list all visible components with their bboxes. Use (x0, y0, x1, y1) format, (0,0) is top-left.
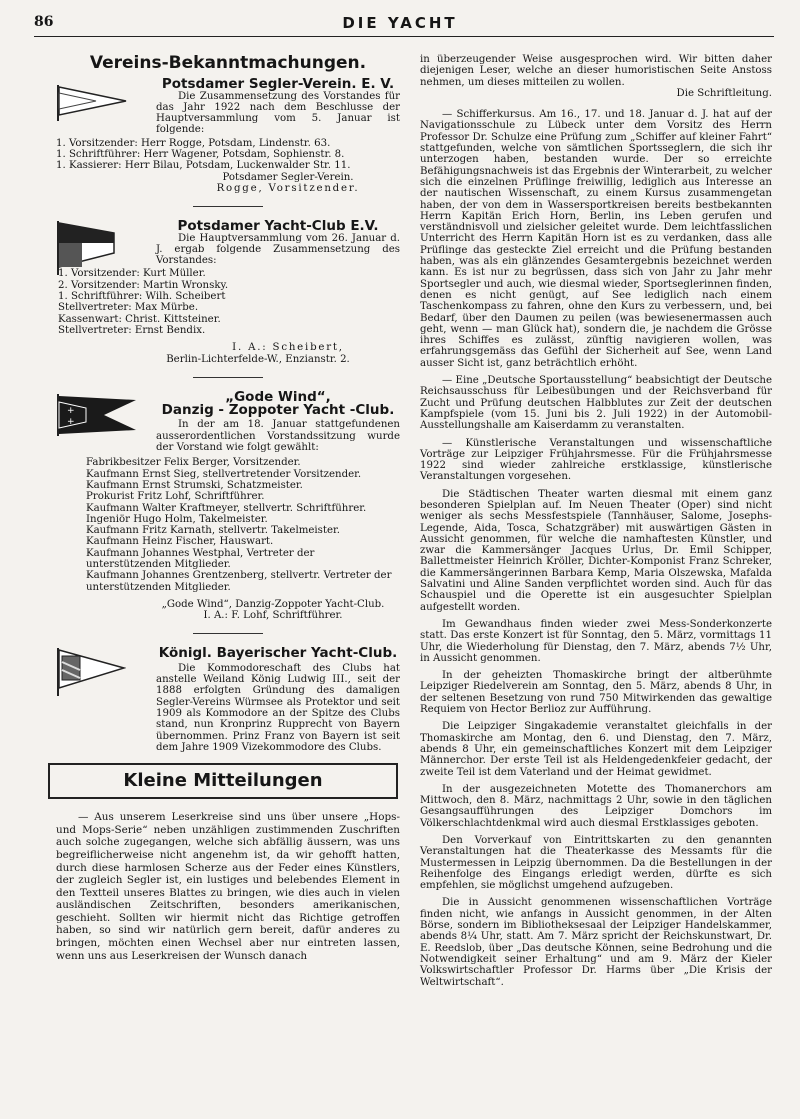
club-signature: Rogge, Vorsitzender. (216, 182, 360, 194)
club-signature: „Gode Wind“, Danzig-Zoppoter Yacht-Club. (161, 598, 385, 610)
member-line: Kaufmann Johannes Westphal, Vertreter der unterstützenden Mitglieder. (86, 547, 315, 570)
page-number: 86 (34, 14, 54, 30)
member-line: Kaufmann Johannes Grentzenberg, stellvertr. Vertreter der unterstützenden Mitglieder. (86, 570, 392, 593)
member-line: 2. Vorsitzender: Martin Wronsky. (58, 279, 229, 291)
club-potsdamer-yacht-club (56, 218, 400, 365)
club-title: Potsdamer Segler-Verein. E. V. (161, 76, 395, 93)
separator-rule (193, 377, 263, 378)
paragraph: Die Städtischen Theater warten diesmal mit einem ganz besonderen Spielplan auf. Im Neuen Theater (Oper) sind nicht weniger als sechs Messfestspiele (Tannhäuser, Salome, Josephs-Legende, Aida, Tosca, Schatzgräber) mit auswärtigen Gästen in Aussicht genommen, für welche die namhaftesten Künstler, und zwar die Kammersänger Jacques Urlus, Dr. Emil Schipper, Ballettmeister Heinrich Kröller, Dichter-Komponist Franz Schreker, die Kammersängerinnen Barbara Kemp, Maria Olszewska, Mafalda Salvatini und Aline Sanden verpflichtet worden sind. Auch für das Schauspiel und die Operette ist ein ausgesuchter Spielplan aufgestellt worden. (420, 488, 772, 613)
member-line: Stellvertreter: Ernst Bendix. (58, 324, 206, 336)
svg-text:+: + (67, 405, 75, 416)
club-intro: Die Zusammensetzung des Vorstandes für das Jahr 1922 nach dem Beschlusse der Hauptversammlung vom 5. Januar ist folgende: (156, 90, 400, 136)
member-line: Ingeniör Hugo Holm, Takelmeister. (86, 513, 268, 525)
club-text: Die Kommodoreschaft des Clubs hat anstelle Weiland König Ludwig III., seit der 1888 erfolgten Gründung des damaligen Segler-Vereins Würmsee als Protektor und seit 1909 als Kommodore an der Spitze des Clubs stand, nun Kronprinz Rupprecht von Bayern übernommen. Prinz Franz von Bayern ist seit dem Jahre 1909 Vizekommodore des Clubs. (156, 662, 400, 753)
header-rule (34, 36, 774, 37)
kleine-text: — Aus unserem Leserkreise sind uns über unsere „Hops- und Mops-Serie“ neben unzähligen zustimmenden Zuschriften auch solche zugegangen, welche sich abfällig äussern, was uns begreiflicherweise nicht angenehm ist, da wir gehofft hatten, durch diese harmlosen Scherze aus der Feder eines Künstlers, der zugleich Segler ist, ein lustiges und belebendes Element in den Textteil unseres Blattes zu bringen, wie dies auch in vielen ausländischen Zeitschriften, besonders amerikanischen, geschieht. Sollten wir hiermit nicht das Richtige getroffen haben, so sind wir natürlich gern bereit, dafür anderes zu bringen, möchten einen Wechsel aber nur eintreten lassen, wenn uns aus Leserkreisen der Wunsch danach (56, 811, 400, 962)
member-line: Kaufmann Walter Kraftmeyer, stellvertr. Schriftführer. (86, 502, 367, 514)
svg-text:+: + (67, 416, 75, 427)
club-signature: I. A.: F. Lohf, Schriftführer. (203, 610, 343, 622)
running-title: DIE YACHT (342, 14, 458, 32)
separator-rule (193, 206, 263, 207)
member-line: Kaufmann Ernst Sieg, stellvertretender Vorsitzender. (86, 468, 362, 480)
club-title-sub: Danzig - Zoppoter Yacht -Club. (161, 402, 395, 419)
club-title: Potsdamer Yacht-Club E.V. (177, 218, 379, 235)
signature: Die Schriftleitung. (676, 87, 772, 99)
burgee-flag-icon (56, 221, 116, 275)
paragraph: Die in Aussicht genommenen wissenschaftlichen Vorträge finden nicht, wie anfangs in Aussicht genommen, in der Alten Börse, sondern im Bibliotheksesaal der Leipziger Handelskammer, abends 8¼ Uhr, statt. Am 7. März spricht der Reichskunstwart, Dr. E. Reedslob, über „Das deutsche Können, seine Bedrohung und die Notwendigkeit seiner Erhaltung“ und am 9. März der Kieler Volkswirtschaftler Professor Dr. Harms über „Die Krisis der Weltwirtschaft“. (420, 897, 772, 988)
club-intro: Die Hauptversammlung vom 26. Januar d. J. ergab folgende Zusammensetzung des Vorstandes: (156, 232, 400, 267)
section-title: Vereins-Bekanntmachungen. (89, 53, 367, 73)
club-title: „Gode Wind“, (225, 388, 331, 405)
member-line: Kassenwart: Christ. Kittsteiner. (58, 313, 221, 325)
member-line: Kaufmann Ernst Strumski, Schatzmeister. (86, 479, 303, 491)
paragraph: Den Vorverkauf von Eintrittskarten zu den genannten Veranstaltungen hat die Theaterkasse des Messamts für die Mustermessen in Leipzig übernommen. Da die Bestellungen in der Reihenfolge des Eingangs erledigt werden, dürfte es sich empfehlen, sie möglichst umgehend aufzugeben. (420, 835, 772, 892)
paragraph-leipziger-messe: — Künstlerische Veranstaltungen und wissenschaftliche Vorträge zur Leipziger Frühjahrsmesse. Für die Frühjahrsmesse 1922 sind wieder zahlreiche erstklassige, künstlerische Veranstaltungen vorgesehen. (420, 437, 772, 483)
member-line: 1. Vorsitzender: Kurt Müller. (58, 268, 206, 280)
club-gode-wind (56, 388, 400, 622)
member-line: Fabrikbesitzer Felix Berger, Vorsitzender. (86, 457, 301, 469)
paragraph: in überzeugender Weise ausgesprochen wird. Wir bitten daher diejenigen Leser, welche an dieser humoristischen Seite Anstoss nehmen, um dieses mitteilen zu wollen. (420, 54, 772, 88)
club-signature-name: I. A.: Scheibert, (232, 342, 344, 354)
paragraph: Die Leipziger Singakademie veranstaltet gleichfalls in der Thomaskirche am Montag, den 6. und Dienstag, den 7. März, abends 8 Uhr, ein gemeinschaftliches Konzert mit dem Leipziger Männerchor. Der erste Teil ist als Heldengedenkfeier gedacht, der zweite Teil ist dem Vaterland und der Heimat gewidmet. (420, 721, 772, 778)
paragraph-sportausstellung: — Eine „Deutsche Sportausstellung“ beabsichtigt der Deutsche Reichsausschuss für Leibesübungen und der Reichsverband für Zucht und Prüfung deutschen Halbblutes zur Zeit der deutschen Kampfspiele (vom 15. Juni bis 2. Juli 1922) in der Automobil-Ausstellungshalle am Kaiserdamm zu veranstalten. (420, 375, 772, 432)
kleine-mitteilungen-title: Kleine Mitteilungen (48, 763, 398, 799)
member-line: 1. Vorsitzender: Herr Rogge, Potsdam, Lindenstr. 63. (56, 137, 331, 149)
swallowtail-flag-icon (56, 394, 138, 436)
member-line: Kaufmann Fritz Karnath, stellvertr. Takelmeister. (86, 525, 340, 537)
club-title: Königl. Bayerischer Yacht-Club. (158, 645, 398, 662)
paragraph: Im Gewandhaus finden wieder zwei Mess-Sonderkonzerte statt. Das erste Konzert ist für Sonntag, den 5. März, vormittags 11 Uhr, die Wiederholung für Dienstag, den 7. März, abends 7½ Uhr, in Aussicht genommen. (420, 618, 772, 664)
separator-rule (193, 633, 263, 634)
member-line: 1. Kassierer: Herr Bilau, Potsdam, Luckenwalder Str. 11. (56, 160, 351, 172)
member-line: 1. Schriftführer: Wilh. Scheibert (58, 291, 226, 303)
member-line: Stellvertreter: Max Mürbe. (58, 302, 199, 314)
club-potsdamer-segler-verein (56, 76, 400, 194)
paragraph: In der geheizten Thomaskirche bringt der altberühmte Leipziger Riedelverein am Sonntag, den 5. März, abends 8 Uhr, in der seltenen Besetzung von rund 750 Mitwirkenden das gewaltige Requiem von Hector Berlioz zur Aufführung. (420, 670, 772, 716)
club-signature: Berlin-Lichterfelde-W., Enzianstr. 2. (166, 353, 350, 365)
member-line: 1. Schriftführer: Herr Wagener, Potsdam, Sophienstr. 8. (56, 149, 345, 161)
member-line: Prokurist Fritz Lohf, Schriftführer. (86, 491, 265, 503)
club-koenigl-bayerischer (56, 645, 400, 753)
member-line: Kaufmann Heinz Fischer, Hauswart. (86, 536, 274, 548)
club-signature: Potsdamer Segler-Verein. (222, 171, 354, 183)
right-column (420, 54, 772, 994)
bavarian-pennant-icon (56, 648, 126, 696)
left-column (56, 46, 400, 962)
paragraph-schifferkursus: — Schifferkursus. Am 16., 17. und 18. Januar d. J. hat auf der Navigationsschule zu Lübeck unter dem Vorsitz des Herrn Professor Dr. Schulze eine Prüfung zum „Schiffer auf kleiner Fahrt“ stattgefunden, welche von sämtlichen Sportsseglern, die sich ihr unterzogen haben, bestanden wurde. Der so erreichte Befähigungsnachweis ist das Ergebnis der Winterarbeit, zu welcher sich die einzelnen Prüflinge freiwillig, lediglich aus Interesse an der nautischen Wissenschaft, zu einem Kursus zusammengetan haben, der von dem in Wassersportkreisen bereits bestbekannten Herrn Kapitän Erich Horn, Berlin, ins Leben gerufen und verständnisvoll und zielsicher geleitet wurde. Dem leichtfasslichen Unterricht des Herrn Kapitän Horn ist es zu verdanken, dass alle Prüflinge das gesteckte Ziel erreicht und die Prüfung bestanden haben, was als ein glänzendes Gesamtergebnis bezeichnet werden kann. Es ist nur zu begrüssen, dass sich von Jahr zu Jahr mehr Sportsegler und auch, wie diesmal wieder, Sportseglerinnen finden, denen es nicht genügt, auf See lediglich nach einem Taschenkompass zu fahren, ohne den Kurs zu verbessern, und, bei Bedarf, über den Daumen zu peilen (was bewiesenermassen auch geht, wenn — man Glück hat), sondern die, je nachdem die Grösse ihres Schiffes es zulässt, zünftig navigieren wollen, was erfahrungsgemäss das Gefühl der Sicherheit auf See, wenn Land ausser Sicht ist, ganz beträchtlich erhöht. (420, 109, 772, 369)
paragraph: In der ausgezeichneten Motette des Thomanerchors am Mittwoch, den 8. März, nachmittags 2 Uhr, sowie in den täglichen Gesangsaufführungen des Leipziger Domchors im Völkerschlachtdenkmal wird auch diesmal Erstklassiges geboten. (420, 783, 772, 829)
pennant-flag-icon (56, 83, 128, 123)
club-intro: In der am 18. Januar stattgefundenen ausserordentlichen Vorstandssitzung wurde der Vorstand wie folgt gewählt: (156, 419, 400, 454)
club-signature (176, 342, 400, 353)
